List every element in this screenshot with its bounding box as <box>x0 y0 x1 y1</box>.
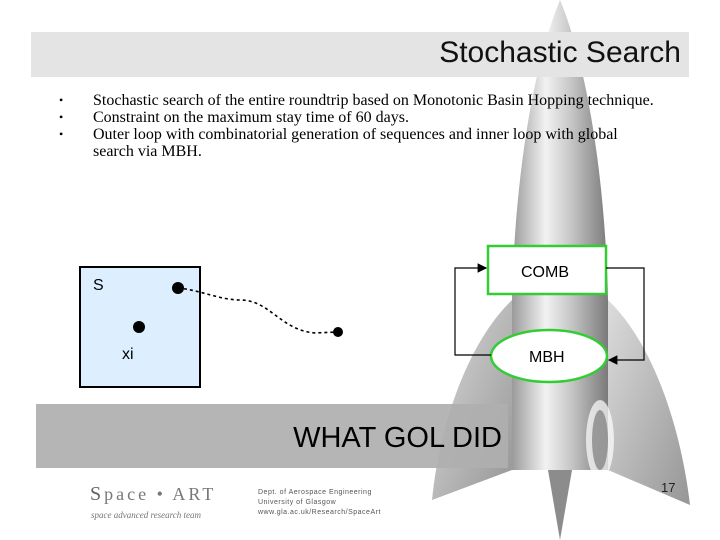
point-label-xi: xi <box>122 346 134 363</box>
search-space-label: S <box>93 277 104 294</box>
department-info <box>258 488 381 518</box>
slide-title: Stochastic Search <box>439 36 681 69</box>
bullet-dot-icon: • <box>59 110 64 124</box>
hopping-path <box>178 288 338 333</box>
sample-point-xi <box>133 321 145 333</box>
department-line: www.gla.ac.uk/Research/SpaceArt <box>258 509 381 516</box>
logo-tagline: space advanced research team <box>91 510 202 520</box>
department-line: Dept. of Aerospace Engineering <box>258 489 372 496</box>
bullet-dot-icon: • <box>59 93 64 107</box>
comb-label: COMB <box>521 264 569 281</box>
loop-arrow-left <box>455 268 491 355</box>
space-art-logo: Space • ART <box>90 483 217 505</box>
bullet-text: Stochastic search of the entire roundtrip based on Monotonic Basin Hopping technique. <box>93 92 654 109</box>
gol-overlay-label: WHAT GOL DID <box>293 422 502 454</box>
department-line: University of Glasgow <box>258 499 337 506</box>
mbh-label: MBH <box>529 349 565 366</box>
end-point <box>333 327 343 337</box>
bullet-dot-icon: • <box>59 127 64 141</box>
page-number: 17 <box>661 480 676 495</box>
bullet-text: Constraint on the maximum stay time of 60 days. <box>93 109 409 126</box>
bullet-text: Outer loop with combinatorial generation of sequences and inner loop with global search via MBH. <box>93 126 618 160</box>
loop-arrow-right <box>606 268 644 360</box>
start-point <box>172 282 184 294</box>
gol-overlay-box <box>36 404 508 468</box>
